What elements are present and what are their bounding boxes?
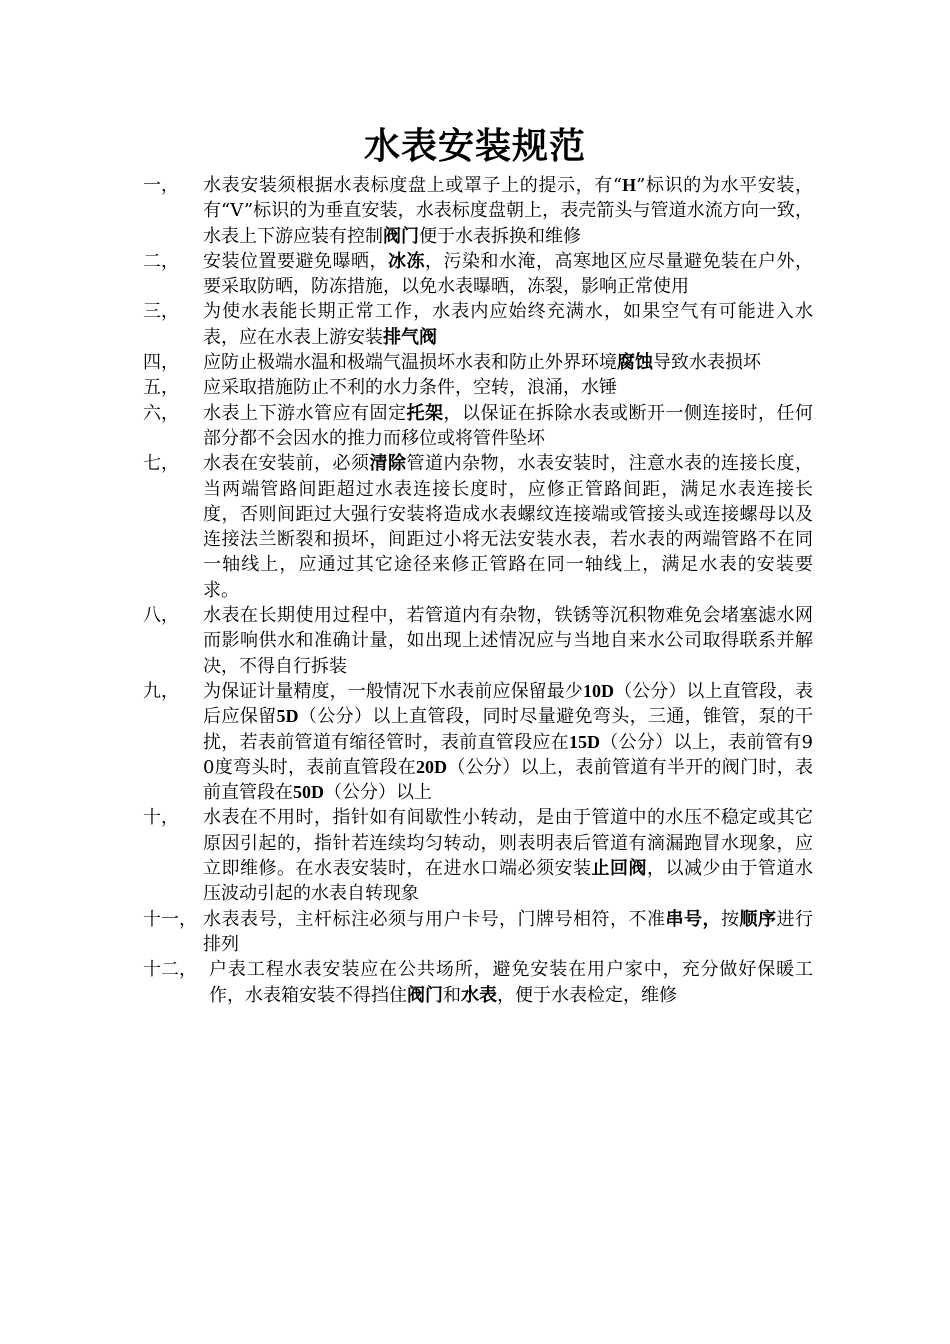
emphasis-text: 止回阀 (591, 858, 647, 880)
emphasis-text: 20D (416, 756, 448, 777)
text-segment: （公分）以上直管段，表后应保留 (203, 680, 813, 728)
emphasis-text: 水表 (461, 984, 497, 1006)
list-item (143, 603, 813, 679)
item-number: 一， (143, 175, 179, 196)
text-segment: （公分）以上 (324, 782, 432, 804)
text-segment: （公分）以上，表前管有90度弯头时，表前直管段在 (203, 731, 813, 778)
regulation-list (143, 173, 813, 1008)
list-item (143, 805, 813, 906)
text-segment: ，以减少由于管道水压波动引起的水表自转现象 (203, 858, 813, 905)
document-title: 水表安装规范 (363, 126, 586, 167)
emphasis-text: 15D (568, 731, 600, 752)
item-text (201, 375, 813, 400)
item-text (201, 679, 813, 805)
text-segment: 进行排列 (203, 908, 813, 955)
list-item (143, 350, 813, 375)
text-segment: 按 (721, 908, 740, 930)
text-segment: 导致水表损坏 (653, 352, 761, 374)
item-number: 五， (143, 377, 179, 399)
item-text (201, 401, 813, 452)
emphasis-text: H (622, 175, 637, 195)
list-item (143, 451, 813, 603)
text-segment: 水表在长期使用过程中，若管道内有杂物，铁锈等沉积物难免会堵塞滤水网而影响供水和准确计量，如出现上述情况应与当地自来水公司取得联系并解决，不得自行拆装 (203, 605, 813, 677)
item-number: 十二， (143, 959, 197, 981)
item-text (201, 603, 813, 679)
emphasis-text: 排气阀 (383, 326, 437, 348)
item-number: 十， (143, 807, 179, 829)
text-segment: 水表上下游水管应有固定 (203, 402, 407, 424)
item-number: 二， (143, 250, 179, 272)
item-number: 六， (143, 402, 179, 424)
list-item (143, 907, 813, 958)
emphasis-text: 腐蚀 (617, 352, 653, 374)
item-number: 三， (143, 301, 179, 323)
item-number: 九， (143, 680, 179, 702)
list-item (143, 375, 813, 400)
item-number: 四， (143, 352, 179, 374)
item-text (201, 451, 813, 603)
text-segment: 水表在不用时，指针如有间歇性小转动，是由于管道中的水压不稳定或其它原因引起的，指针若连续均匀转动，则表明表后管道有滴漏跑冒水现象，应立即维修。在水表安装时，在进水口端必须安装 (203, 807, 813, 880)
list-item (143, 679, 813, 805)
text-segment: 应采取措施防止不利的水力条件，空转，浪涌，水锤 (203, 377, 617, 399)
item-number: 八， (143, 605, 179, 627)
text-segment: ，以保证在拆除水表或断开一侧连接时，任何部分都不会因水的推力而移位或将管件坠坏 (203, 402, 813, 449)
item-text (201, 173, 813, 249)
text-segment: 水表在安装前，必须 (203, 453, 370, 475)
text-segment: 水表安装须根据水表标度盘上或罩子上的提示，有“ (203, 175, 623, 196)
text-segment: 和 (443, 984, 461, 1006)
list-item (143, 401, 813, 452)
emphasis-text: 清除 (369, 453, 407, 475)
text-segment: 户表工程水表安装应在公共场所，避免安装在用户家中，充分做好保暖工作，水表箱安装不得挡住 (209, 959, 813, 1006)
text-segment: 应防止极端水温和极端气温损坏水表和防止外界环境 (203, 352, 617, 374)
text-segment: 安装位置要避免曝晒， (203, 250, 388, 272)
text-segment: 为保证计量精度，一般情况下水表前应保留最少 (203, 680, 583, 702)
text-segment: （公分）以上，表前管道有半开的阀门时，表前直管段在 (203, 756, 813, 804)
emphasis-text: 5D (276, 706, 299, 727)
emphasis-text: 阀门 (383, 225, 419, 247)
text-segment: ”标识的为水平安装，有“V”标识的为垂直安装，水表标度盘朝上，表壳箭头与管道水流方向一致，水表上下游应装有控制 (203, 175, 814, 247)
item-text (201, 249, 813, 300)
item-number: 七， (143, 453, 179, 475)
list-item (143, 957, 813, 1008)
text-segment: 为使水表能长期正常工作，水表内应始终充满水，如果空气有可能进入水表，应在水表上游安装 (203, 301, 813, 348)
emphasis-text: 阀门 (407, 984, 443, 1006)
emphasis-text: 10D (582, 680, 614, 701)
emphasis-text: 串号， (665, 908, 721, 930)
emphasis-text: 冰冻 (388, 250, 425, 272)
text-segment: 便于水表拆换和维修 (419, 225, 581, 247)
item-text (201, 957, 813, 1008)
list-item (143, 249, 813, 300)
emphasis-text: 托架 (406, 402, 444, 424)
text-segment: ，便于水表检定，维修 (497, 984, 677, 1006)
item-text (201, 350, 813, 375)
emphasis-text: 50D (293, 782, 324, 803)
text-segment: 水表表号，主杆标注必须与用户卡号，门牌号相符，不准 (203, 908, 666, 930)
item-text (201, 805, 813, 906)
item-text (201, 299, 813, 350)
emphasis-text: 顺序 (739, 908, 777, 930)
text-segment: ，污染和水淹，高寒地区应尽量避免装在户外，要采取防晒，防冻措施，以免水表曝晒，冻裂，影响正常使用 (203, 250, 813, 298)
text-segment: 管道内杂物，水表安装时，注意水表的连接长度，当两端管路间距超过水表连接长度时，应修正管路间距，满足水表连接长度，否则间距过大强行安装将造成水表螺纹连接端或管接头或连接螺母以及连接法兰断裂和损坏，间距过小将无法安装水表，若水表的两端管路不在同一轴线上，应通过其它途径来修正管路在同一轴线上，满足水表的安装要求。 (203, 453, 813, 601)
item-number: 十一， (143, 908, 197, 930)
item-text (201, 907, 813, 958)
text-segment: （公分）以上直管段，同时尽量避免弯头，三通，锥管，泵的干扰，若表前管道有缩径管时，表前直管段应在 (203, 706, 813, 753)
list-item (143, 299, 813, 350)
list-item (143, 173, 813, 249)
